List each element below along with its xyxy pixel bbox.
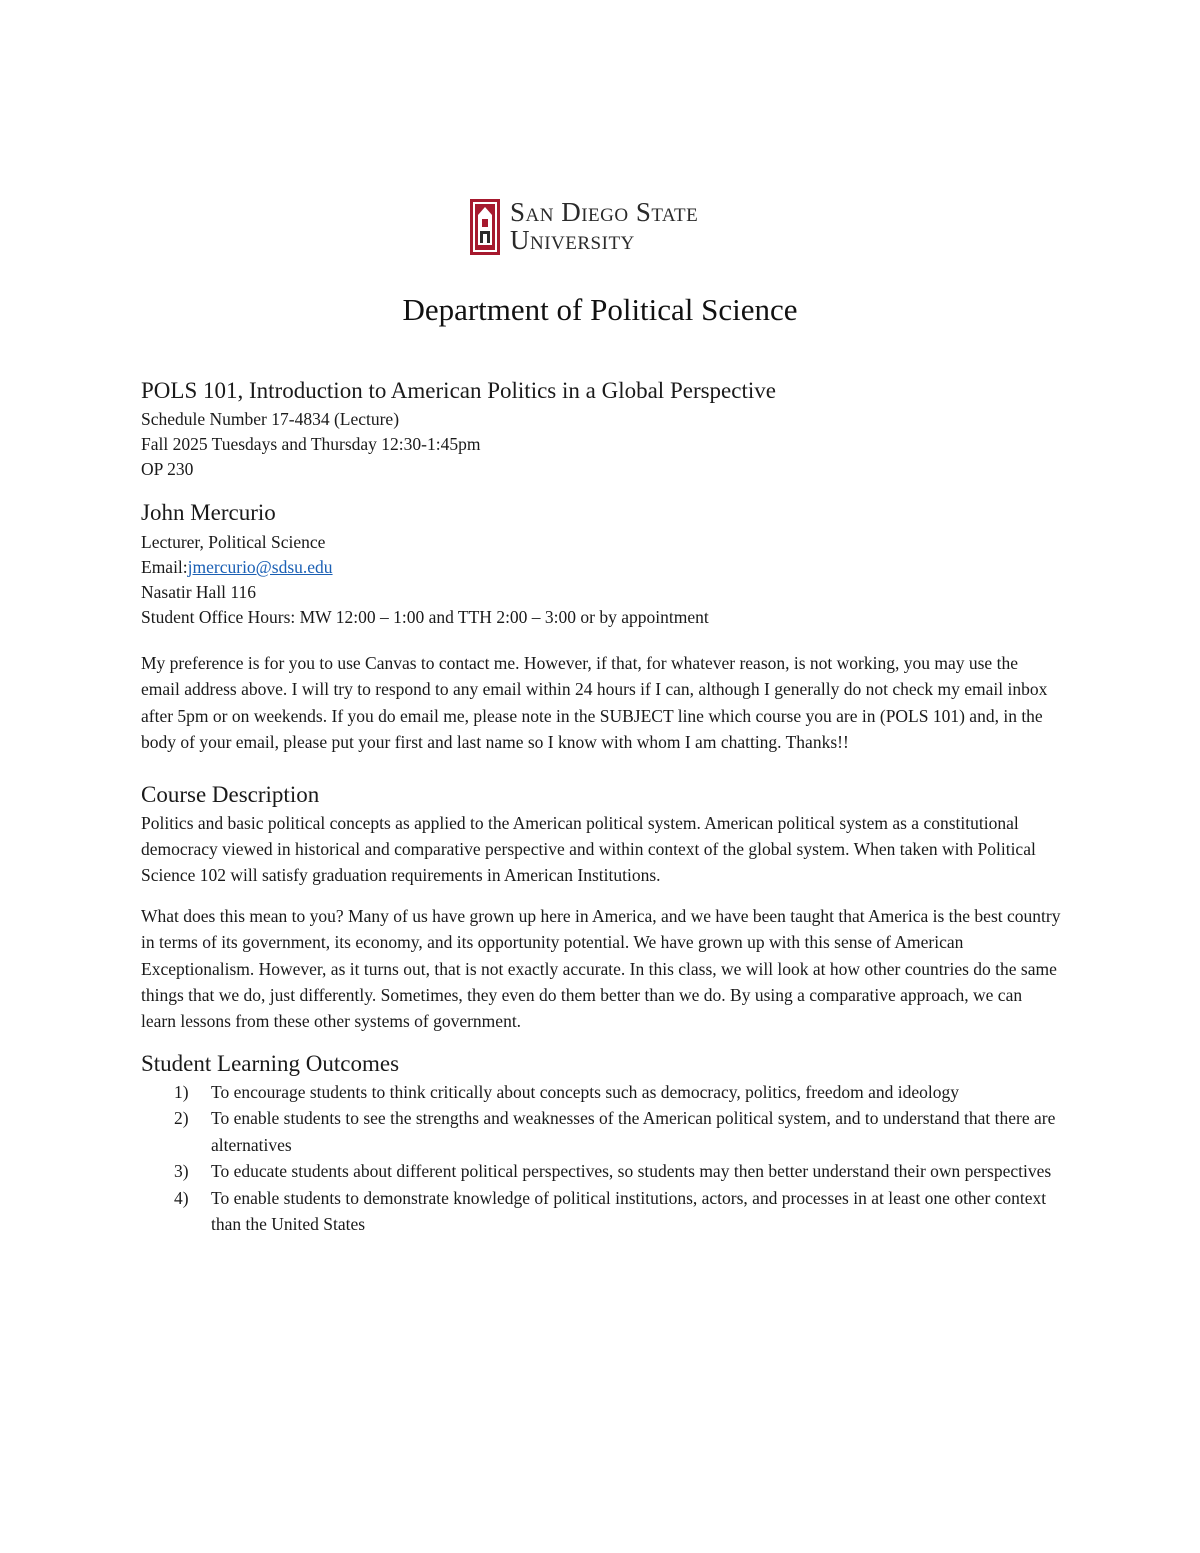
list-item (141, 1105, 1061, 1158)
list-item-number: 4) (174, 1187, 189, 1208)
schedule-number: Schedule Number 17-4834 (Lecture) (141, 409, 400, 429)
list-item-number: 3) (174, 1161, 189, 1182)
office-hours: Student Office Hours: MW 12:00 – 1:00 and TTH 2:00 – 3:00 or by appointment (141, 607, 709, 627)
syllabus-content (141, 378, 1061, 1237)
page-title: Department of Political Science (402, 292, 798, 327)
sdsu-crest-icon (470, 199, 500, 255)
instructor-office: Nasatir Hall 116 (141, 582, 257, 602)
instructor-email-line (141, 555, 1061, 580)
course-description-heading: Course Description (141, 781, 320, 807)
list-item-text: To enable students to demonstrate knowledge of political institutions, actors, and processes in at least one other context than the United States (211, 1187, 1047, 1234)
list-item-number: 2) (174, 1108, 189, 1129)
list-item (141, 1185, 1061, 1238)
email-label: Email: (141, 557, 188, 577)
list-item-number: 1) (174, 1081, 189, 1102)
list-item (141, 1079, 1061, 1105)
learning-outcomes-list (141, 1079, 1061, 1237)
instructor-name: John Mercurio (141, 500, 276, 525)
course-description-paragraph-2: What does this mean to you? Many of us have grown up here in America, and we have been taught that America is the best country in terms of its government, its economy, and its opportunity potential. We have grown up with this sense of American Exceptionalism. However, as it turns out, that is not exactly accurate. In this class, we will look at how other countries do the same things that we do, just differently. Sometimes, they even do them better than we do. By using a comparative approach, we can learn lessons from these other systems of government. (141, 905, 1061, 1032)
instructor-role: Lecturer, Political Science (141, 532, 326, 552)
course-room: OP 230 (141, 459, 194, 479)
list-item-text: To educate students about different political perspectives, so students may then better understand their own perspectives (211, 1161, 1052, 1182)
logo-line-2: University (510, 225, 635, 255)
list-item-text: To encourage students to think critically about concepts such as democracy, politics, freedom and ideology (211, 1081, 959, 1102)
learning-outcomes-heading: Student Learning Outcomes (141, 1050, 400, 1076)
sdsu-logo (470, 198, 698, 256)
course-description-paragraph-1: Politics and basic political concepts as applied to the American political system. American political system as a constitutional democracy viewed in historical and comparative perspective and within context of the global system. When taken with Political Science 102 will satisfy graduation requirements in American Institutions. (141, 812, 1036, 886)
list-item-text: To enable students to see the strengths and weaknesses of the American political system, and to understand that there are alternatives (211, 1108, 1056, 1155)
list-item (141, 1158, 1061, 1184)
course-heading: POLS 101, Introduction to American Politics in a Global Perspective (141, 378, 776, 403)
course-term: Fall 2025 Tuesdays and Thursday 12:30-1:45pm (141, 434, 481, 454)
logo-line-1: San Diego State (510, 197, 699, 227)
email-link[interactable]: jmercurio@sdsu.edu (187, 557, 333, 577)
contact-paragraph: My preference is for you to use Canvas to contact me. However, if that, for whatever reason, is not working, you may use the email address above. I will try to respond to any email within 24 hours if I can, although I generally do not check my email inbox after 5pm or on weekends. If you do email me, please note in the SUBJECT line which course you are in (POLS 101) and, in the body of your email, please put your first and last name so I know with whom I am chatting. Thanks!! (141, 653, 1048, 753)
logo-wordmark (510, 199, 698, 255)
